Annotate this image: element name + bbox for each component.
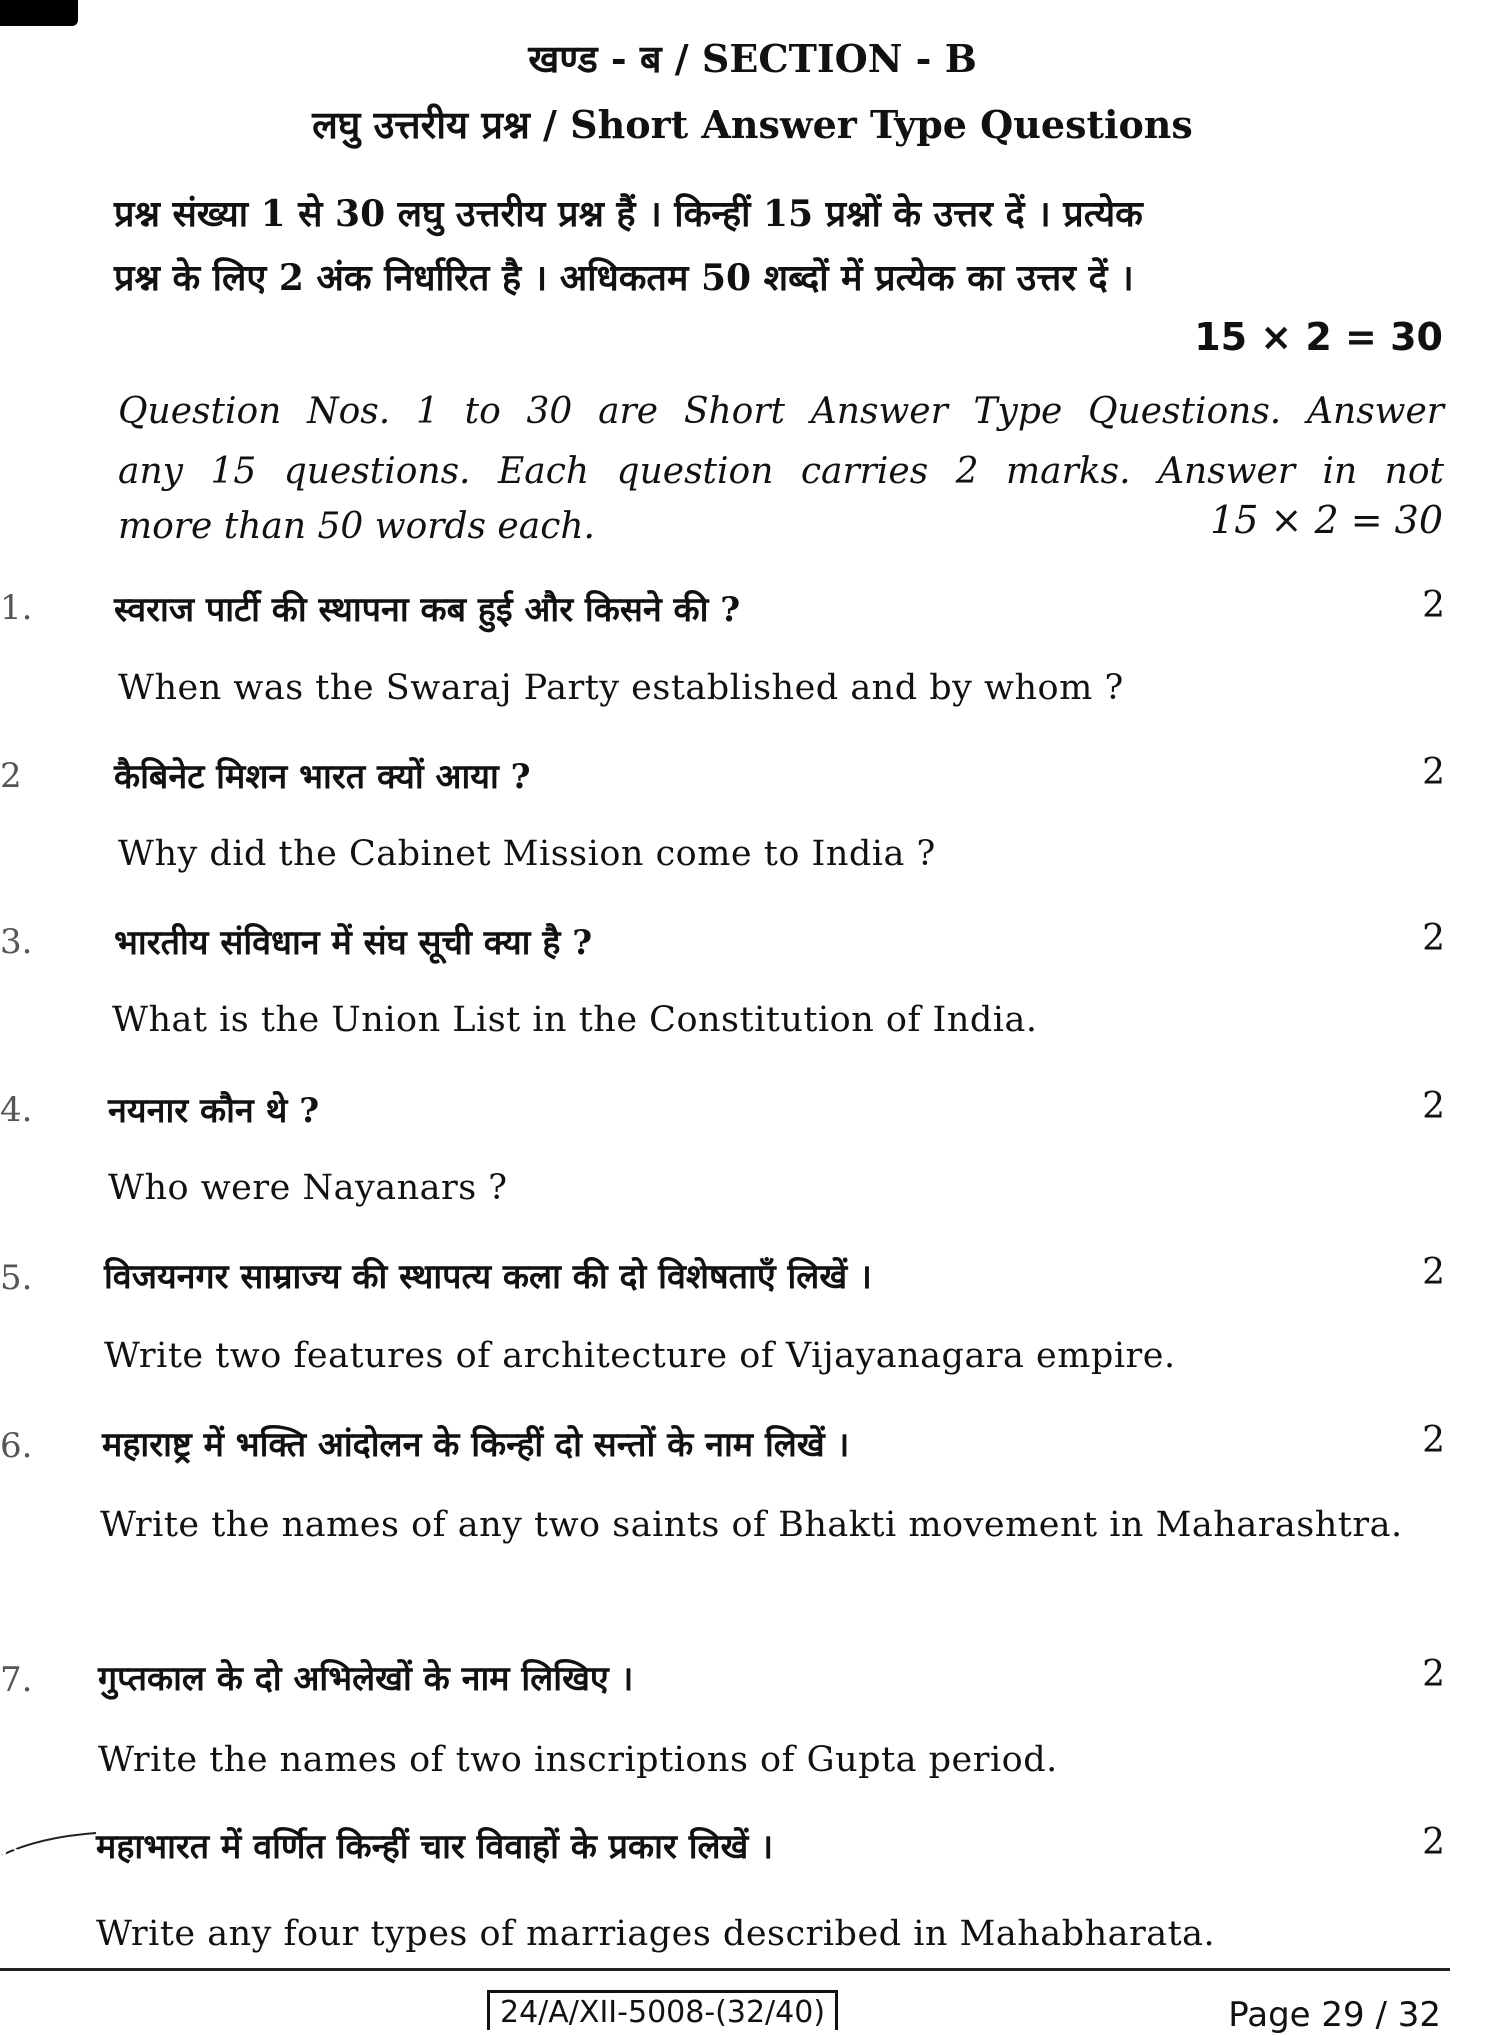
instructions-english-line1: Question Nos. 1 to 30 are Short Answer Type Questions. Answer (118, 391, 1444, 432)
question-number: 1. (0, 588, 33, 628)
section-subtitle: लघु उत्तरीय प्रश्न / Short Answer Type Questions (312, 102, 1193, 147)
footer-divider (0, 1968, 1450, 1971)
question-english: What is the Union List in the Constitution of India. (112, 1000, 1038, 1040)
question-english: Write the names of two inscriptions of Gupta period. (98, 1740, 1058, 1780)
question-marks: 2 (1422, 1420, 1445, 1461)
question-hindi: महाराष्ट्र में भक्ति आंदोलन के किन्हीं दो सन्तों के नाम लिखें । (102, 1425, 850, 1465)
question-hindi: स्वराज पार्टी की स्थापना कब हुई और किसने की ? (114, 590, 741, 630)
instructions-english-line2: any 15 questions. Each question carries 2 marks. Answer in not (118, 451, 1444, 492)
question-english: Who were Nayanars ? (108, 1168, 508, 1208)
question-number: 7. (0, 1660, 33, 1700)
instructions-english-line3: more than 50 words each. (118, 506, 595, 547)
question-marks: 2 (1422, 1252, 1445, 1293)
instructions-hindi-line2: प्रश्न के लिए 2 अंक निर्धारित है । अधिकतम 50 शब्दों में प्रत्येक का उत्तर दें । (114, 257, 1134, 299)
corner-marker (0, 0, 78, 26)
question-number: 3. (0, 922, 33, 962)
question-hindi: नयनार कौन थे ? (108, 1091, 320, 1131)
question-hindi: कैबिनेट मिशन भारत क्यों आया ? (114, 757, 531, 797)
instructions-hindi-marks: 15 × 2 = 30 (1194, 315, 1443, 359)
question-number: 4. (0, 1090, 33, 1130)
question-english: Write two features of architecture of Vijayanagara empire. (104, 1336, 1176, 1376)
question-marks: 2 (1422, 1654, 1445, 1695)
question-number: 6. (0, 1426, 33, 1466)
question-english: Write any four types of marriages described in Mahabharata. (96, 1914, 1216, 1954)
question-hindi: गुप्तकाल के दो अभिलेखों के नाम लिखिए । (98, 1659, 634, 1699)
question-marks: 2 (1422, 918, 1445, 959)
question-english: When was the Swaraj Party established and by whom ? (118, 668, 1124, 708)
instructions-english-marks: 15 × 2 = 30 (1210, 498, 1443, 542)
question-number: 5. (0, 1258, 33, 1298)
question-number: 2 (0, 756, 22, 796)
question-marks: 2 (1422, 752, 1445, 793)
question-english: Write the names of any two saints of Bhakti movement in Maharashtra. (100, 1505, 1403, 1545)
question-hindi: महाभारत में वर्णित किन्हीं चार विवाहों के प्रकार लिखें । (96, 1827, 774, 1867)
instructions-hindi-line1: प्रश्न संख्या 1 से 30 लघु उत्तरीय प्रश्न हैं । किन्हीं 15 प्रश्नों के उत्तर दें । प्रत्येक (114, 193, 1143, 235)
page-number: Page 29 / 32 (1228, 1995, 1441, 2035)
question-english: Why did the Cabinet Mission come to India ? (118, 834, 936, 874)
question-marks: 2 (1422, 585, 1445, 626)
question-number: 8. (0, 1830, 33, 1870)
question-hindi: भारतीय संविधान में संघ सूची क्या है ? (114, 923, 593, 963)
question-marks: 2 (1422, 1086, 1445, 1127)
paper-code: 24/A/XII-5008-(32/40) (487, 1990, 838, 2030)
section-title: खण्ड - ब / SECTION - B (528, 36, 977, 81)
question-marks: 2 (1422, 1822, 1445, 1863)
question-hindi: विजयनगर साम्राज्य की स्थापत्य कला की दो विशेषताएँ लिखें । (104, 1257, 872, 1297)
